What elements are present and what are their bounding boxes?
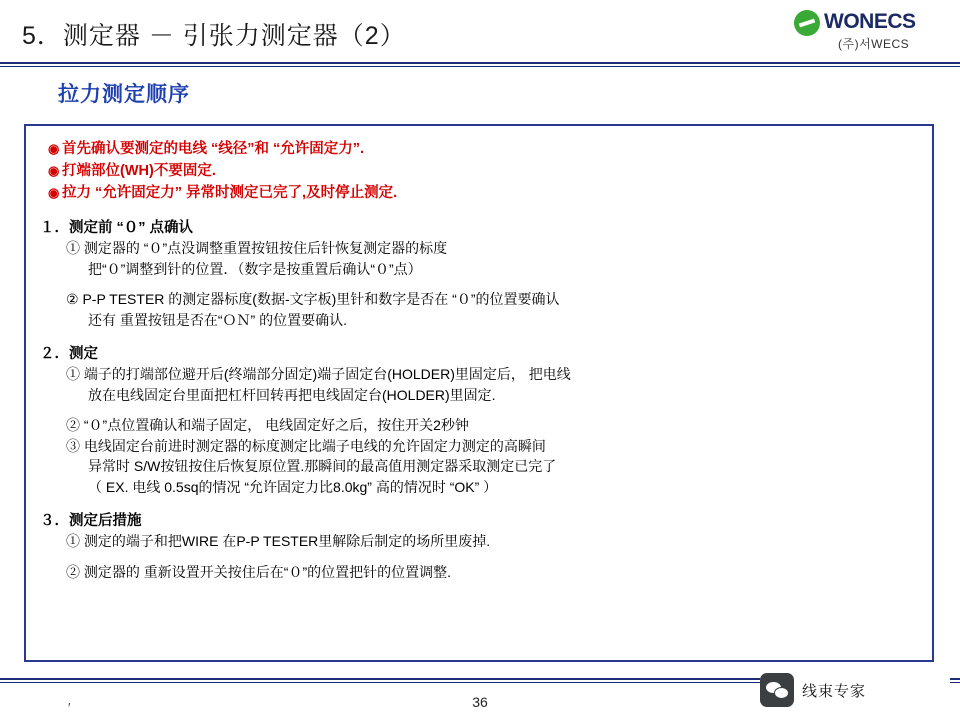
section-line: 还有 重置按钮是否在“ＯＮ” 的位置要确认. <box>88 311 347 328</box>
page-title: 5．测定器 － 引张力测定器（2） <box>22 22 406 50</box>
warning-text: 拉力 “允许固定力” 异常时测定已完了,及时停止测定. <box>62 185 398 201</box>
spacer <box>40 279 922 289</box>
section-line: ① 测定器的 “０”点没调整重置按钮按住后针恢复测定器的标度 <box>66 240 448 256</box>
warning-text: 打端部位(WH)不要固定. <box>62 163 216 179</box>
section-line: ① 测定的端子和把WIRE 在P-P TESTER里解除后制定的场所里废掉. <box>66 533 491 549</box>
logo-wordmark <box>824 10 916 34</box>
wechat-badge <box>760 668 950 712</box>
content-inner <box>40 138 922 582</box>
procedure-section <box>40 344 922 497</box>
warning-line <box>48 138 922 160</box>
section-line: 把“０”调整到针的位置．（数字是按重置后确认“０”点） <box>88 260 422 277</box>
section-line: ② P-P TESTER 的测定器标度(数据-文字板)里针和数字是否在 “０”的位置要确认 <box>66 291 560 307</box>
bullet-icon: ◉ <box>48 141 60 156</box>
header-divider <box>0 62 960 64</box>
bullet-icon: ◉ <box>48 185 60 200</box>
warning-line <box>48 182 922 204</box>
logo-circle-icon <box>794 10 820 36</box>
wechat-label: 线束专家 <box>802 682 867 700</box>
section-heading: ３．测定后措施 <box>40 513 142 529</box>
page-header <box>0 0 960 62</box>
warning-line <box>48 160 922 182</box>
spacer <box>40 552 922 562</box>
wechat-icon <box>760 673 794 707</box>
footer-corner-mark: ′ <box>68 700 71 715</box>
bullet-icon: ◉ <box>48 163 60 178</box>
page-number: 36 <box>472 694 488 710</box>
header-divider-thin <box>0 66 960 67</box>
spacer <box>40 405 922 415</box>
section-line: （ EX. 电线 0.5sq的情况 “允许固定力比8.0kg” 高的情况时 “OK” ） <box>88 478 498 495</box>
company-logo <box>794 8 944 54</box>
logo-wordmark-text: WONECS <box>824 10 916 33</box>
section-line: 异常时 S/W按钮按住后恢复原位置.那瞬间的最高值用测定器采取测定已完了 <box>88 458 557 474</box>
section-line: ② “０”点位置确认和端子固定， 电线固定好之后，按住开关2秒钟 <box>66 417 469 433</box>
section-heading: １．测定前 “０” 点确认 <box>40 220 194 236</box>
section-line: ① 端子的打端部位避开后(终端部分固定)端子固定台(HOLDER)里固定后， 把电线 <box>66 366 571 382</box>
procedure-section <box>40 511 922 582</box>
section-heading: ２．测定 <box>40 346 98 362</box>
section-line: 放在电线固定台里面把杠杆回转再把电线固定台(HOLDER)里固定. <box>88 386 496 403</box>
procedure-section <box>40 218 922 330</box>
warning-text: 首先确认要测定的电线 “线径”和 “允许固定力”. <box>62 141 365 157</box>
logo-subtext: (주)서WECS <box>838 37 910 51</box>
section-line: ③ 电线固定台前进时测定器的标度测定比端子电线的允许固定力测定的高瞬间 <box>66 437 546 454</box>
section-line: ② 测定器的 重新设置开关按住后在“０”的位置把针的位置调整. <box>66 563 451 580</box>
content-box <box>24 124 934 662</box>
section-title: 拉力测定顺序 <box>58 83 190 106</box>
